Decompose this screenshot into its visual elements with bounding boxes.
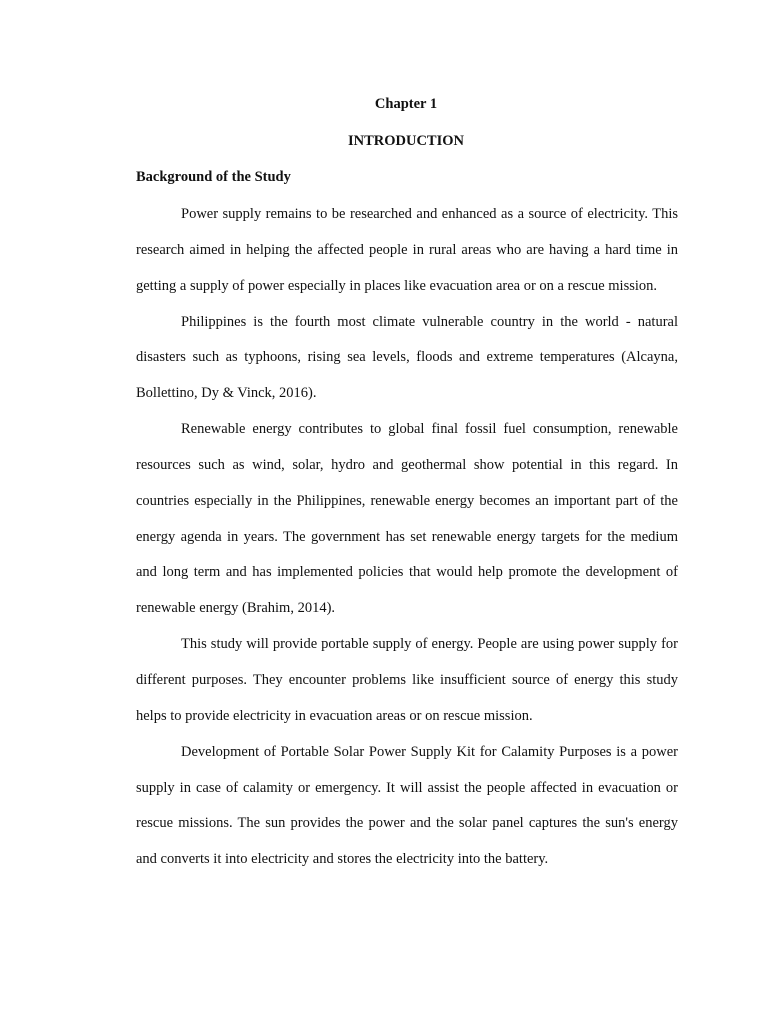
paragraph: Development of Portable Solar Power Supply Kit for Calamity Purposes is a power supply in case of calamity or emergency. It will assist the people affected in evacuation or rescue missions. The sun provides the power and the solar panel captures the sun's energy and converts it into electricity and stores the electricity into the battery. [136,743,678,868]
chapter-number: Chapter 1 [374,96,438,112]
paragraph: This study will provide portable supply of energy. People are using power supply for different purposes. They encounter problems like insufficient source of energy this study helps to provide electricity in evacuation areas or on rescue mission. [136,636,678,724]
paragraph: Renewable energy contributes to global final fossil fuel consumption, renewable resources such as wind, solar, hydro and geothermal show potential in this regard. In countries especially in the Philippines, renewable energy becomes an important part of the energy agenda in years. The government has set renewable energy targets for the medium and long term and has implemented policies that would help promote the development of renewable energy (Brahim, 2014). [136,421,678,617]
chapter-title: INTRODUCTION [347,133,464,149]
paragraph: Philippines is the fourth most climate vulnerable country in the world - natural disasters such as typhoons, rising sea levels, floods and extreme temperatures (Alcayna, Bollettino, Dy & Vinck, 2016). [136,313,678,402]
paragraph: Power supply remains to be researched and enhanced as a source of electricity. This research aimed in helping the affected people in rural areas who are having a hard time in getting a supply of power especially in places like evacuation area or on a rescue mission. [136,206,678,294]
section-heading: Background of the Study [136,169,291,185]
body-text [136,197,678,878]
